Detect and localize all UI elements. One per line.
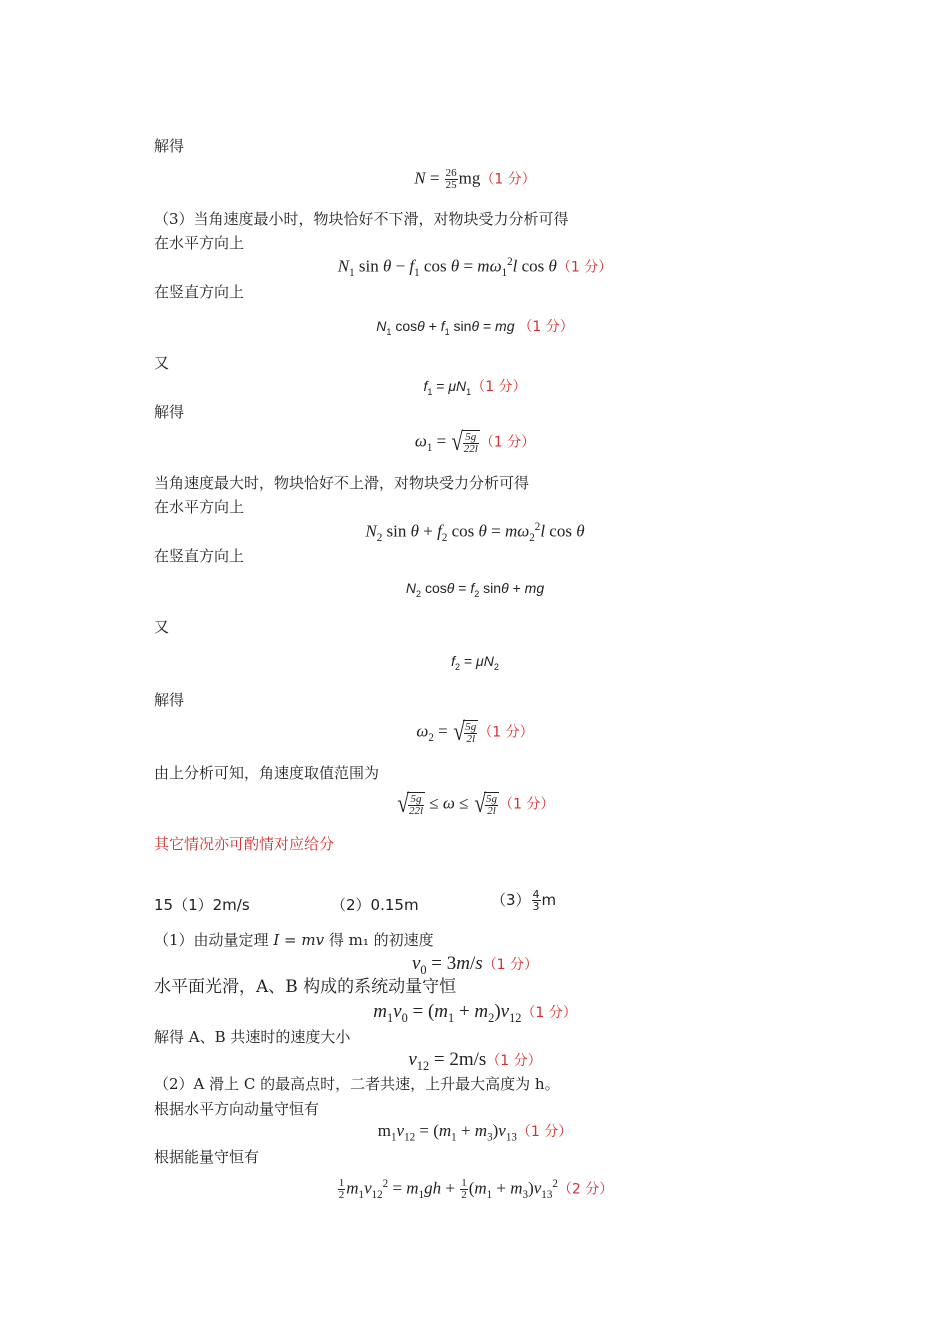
sqrt: √ $\frac{5g}{22l}$ <box>397 789 423 818</box>
equation-vertical-2: $N_2$ $\cos\theta = f_2$ sinθ + mg <box>405 580 545 599</box>
text-case-min: （3）当角速度最小时，物块恰好不下滑，对物块受力分析可得 <box>154 210 569 228</box>
equation-energy: $\frac{1}{2}$ $m_1v_{12}^2 = m_1gh$ + $\frac{1}{2}$ $(m_1 + m_3)v_{13}^2(2$ 分） <box>338 1177 614 1202</box>
text-horizontal-1: 在水平方向上 <box>154 234 245 252</box>
score-label: （1 分） <box>480 171 536 188</box>
score-label: （1 分） <box>518 319 574 335</box>
score-label: （1 分） <box>478 724 534 741</box>
text-vertical-1: 在竖直方向上 <box>154 283 245 301</box>
equation-v12: $v_{12} = 2m/s(1$ 分） <box>408 1049 542 1073</box>
equation-omega-1: $\omega_1$ = √ $\frac{5g}{22l}$ （1 分） <box>414 427 536 456</box>
equation-ac-momentum: $m_1v_{12} = (m_1 + m_3)v_{13}(1$ 分） <box>377 1121 573 1144</box>
score-label: （1 分） <box>482 957 539 973</box>
sqrt: √ $\frac{5g}{2l}$ <box>474 789 497 818</box>
sqrt: √ $\frac{5g}{22l}$ <box>451 427 478 456</box>
score-label: （1 分） <box>471 379 527 395</box>
text-part-2: （2）A 滑上 C 的最高点时，二者共速，上升最大高度为 h。 <box>154 1075 560 1093</box>
equation-omega-2: $\omega_2$ = √ $\frac{5g}{2l}$ （1 分） <box>416 717 534 746</box>
score-label: （1 分） <box>521 1005 577 1021</box>
text-case-max: 当角速度最大时，物块恰好不上滑，对物块受力分析可得 <box>154 474 530 492</box>
text-jiede-2: 解得 <box>154 403 185 421</box>
fraction: $\frac{1}{2}$ <box>461 1177 467 1202</box>
note-partial-credit: 其它情况亦可酌情对应给分 <box>154 835 335 853</box>
equation-vertical-1: $N_1$ $\cos\theta + f_1$ sinθ = mg （1 分） <box>376 318 574 337</box>
text-horizontal-momentum: 根据水平方向动量守恒有 <box>154 1100 320 1118</box>
text-range-intro: 由上分析可知，角速度取值范围为 <box>154 764 380 782</box>
score-label: （1 分） <box>516 1124 573 1140</box>
answer-15-2: （2）0.15m <box>331 896 419 914</box>
score-label: （2 分） <box>557 1181 614 1198</box>
text-vertical-2: 在竖直方向上 <box>154 547 245 565</box>
fraction: $\frac{4}{3}$ <box>532 888 540 913</box>
sqrt: √ $\frac{5g}{2l}$ <box>453 717 477 746</box>
text-you-2: 又 <box>154 618 170 636</box>
text-energy-conservation: 根据能量守恒有 <box>154 1148 260 1166</box>
fraction: $\frac{26}{25}$ <box>445 167 457 191</box>
text-common-velocity: 解得 A、B 共速时的速度大小 <box>154 1028 351 1046</box>
score-label: （1 分） <box>479 434 536 451</box>
equation-normal-force: N = $\frac{26}{25}$ mg（1 分） <box>414 167 536 191</box>
equation-friction-1: $f_1 = \mu N_1(1$ 分） <box>423 378 527 397</box>
answer-15-3: （3） $\frac{4}{3}$ m <box>491 888 557 913</box>
text-jiede-3: 解得 <box>154 691 185 709</box>
text-momentum-theorem: （1）由动量定理 I = mv 得 m₁ 的初速度 <box>154 931 434 949</box>
text-momentum-conservation: 水平面光滑，A、B 构成的系统动量守恒 <box>154 977 457 997</box>
text-you-1: 又 <box>154 354 170 372</box>
score-label: （1 分） <box>486 1053 542 1069</box>
score-label: （1 分） <box>498 796 555 813</box>
equation-v0: $v_0 = 3m/s(1$ 分） <box>411 953 539 977</box>
text-horizontal-2: 在水平方向上 <box>154 498 245 516</box>
equation-horizontal-1: $N_1$ $\sin \theta - f_1$ $\cos \theta = m\omega_1^2l$ cos θ（1 分） <box>337 256 613 280</box>
equation-omega-range: √ $\frac{5g}{22l}$ ≤ ω ≤ √ $\frac{5g}{2l}$ （1 分） <box>397 789 555 818</box>
answer-15-1: 15（1）2m/s <box>154 896 250 914</box>
equation-horizontal-2: $N_2$ $\sin \theta + f_2$ $\cos \theta = m\omega_2^2l$ cos θ <box>365 521 585 545</box>
equation-ab-momentum: $m_1v_0 = (m_1 + m_2)v_{12}(1$ 分） <box>373 1001 577 1025</box>
fraction: $\frac{1}{2}$ <box>338 1177 345 1202</box>
text-jiede-1: 解得 <box>154 137 185 155</box>
equation-friction-2: $f_2 = \mu N_2$ <box>451 653 499 672</box>
score-label: （1 分） <box>556 259 613 276</box>
